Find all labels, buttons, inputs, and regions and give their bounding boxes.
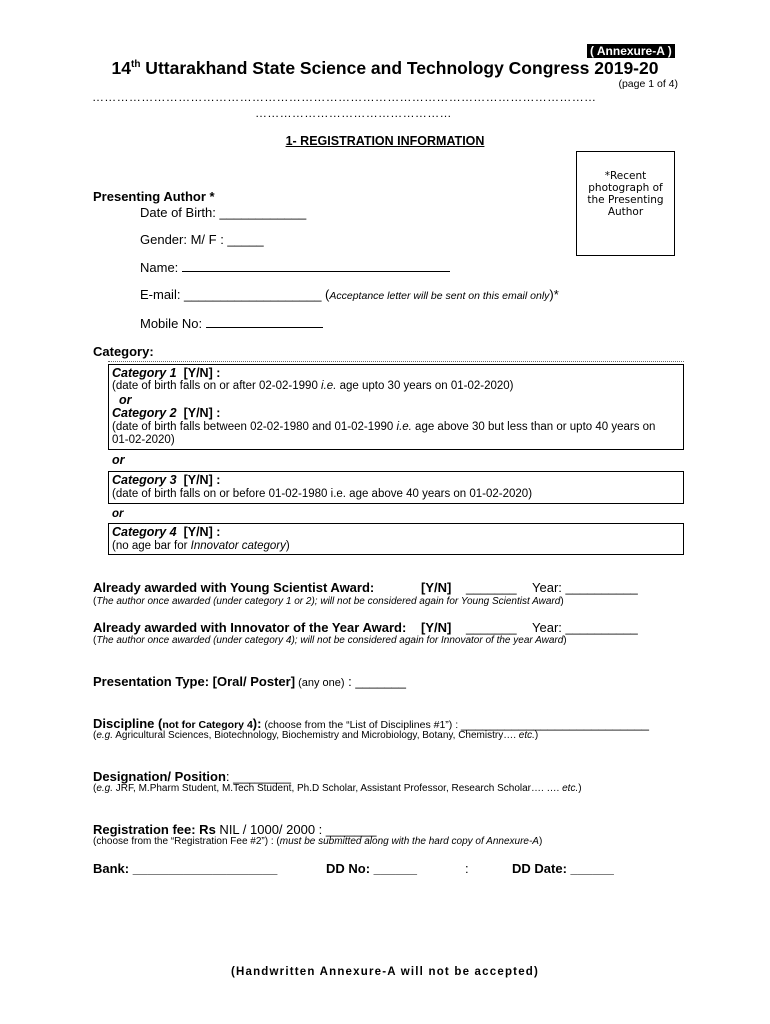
young-scientist-award-blank[interactable]: _______ [466,580,517,595]
young-scientist-award-label: Already awarded with Young Scientist Award: [93,580,375,595]
category-4-yn[interactable]: [Y/N] : [183,525,221,539]
category-2-desc-ie: i.e. [396,421,412,433]
category-3-label: Category 3 [112,473,177,487]
or-separator-2: or [112,453,125,467]
presentation-type-field[interactable] [93,674,406,689]
discipline-etc: etc. [518,730,535,741]
young-scientist-award-note [93,596,564,607]
dd-number-field[interactable]: DD No: ______ [326,861,418,876]
discipline-eg-text: Agricultural Sciences, Biotechnology, Biochemistry and Microbiology, Botany, Chemistry…. [113,730,519,741]
category-2-description-cont: 01-02-2020) [112,434,175,446]
registration-fee-label: Registration fee: Rs [93,822,216,837]
innovator-award-year[interactable]: Year: __________ [532,620,638,635]
iya-note-text: The author once awarded (under category 4); will not be considered again for Innovator of the year Award [96,635,564,646]
ysa-note-text: The author once awarded (under category 1 or 2); will not be considered again for Young Scientist Award [96,596,561,607]
name-blank[interactable] [182,260,450,272]
gender-field[interactable]: Gender: M/ F : _____ [140,232,264,247]
category-1-desc-ie: i.e. [321,380,337,392]
category-4-desc-b: ) [285,540,290,552]
discipline-choose: (choose from the “List of Disciplines #1”) : [261,719,462,731]
category-1-desc-b: age upto 30 years on 01-02-2020) [336,380,514,392]
presentation-any-one: (any one) [295,677,345,689]
mobile-blank[interactable] [206,319,323,328]
or-separator-3: or [112,508,124,520]
young-scientist-award-year[interactable]: Year: __________ [532,580,638,595]
annexure-label: ( Annexure-A ) [587,44,675,58]
presenting-author-heading: Presenting Author * [93,189,215,204]
discipline-eg-close: ) [534,730,539,741]
category-heading: Category: [93,344,154,359]
name-label: Name: [140,260,179,275]
innovator-award-blank[interactable]: _______ [466,620,517,635]
photograph-label: *Recent photograph of the Presenting Author [587,170,664,218]
photograph-box[interactable] [576,151,675,256]
innovator-award-yn[interactable]: [Y/N] [421,620,452,635]
presentation-type-label: Presentation Type: [Oral/ Poster] [93,674,296,689]
designation-eg-close: ) [578,783,582,794]
designation-blank[interactable]: : ________ [225,769,291,784]
innovator-award-label: Already awarded with Innovator of the Year Award: [93,620,407,635]
category-4-label: Category 4 [112,525,177,539]
category-2-label: Category 2 [112,406,177,420]
category-2-description [112,421,655,433]
category-3-description: (date of birth falls on or before 01-02-1980 i.e. age above 40 years on 01-02-2020) [112,488,533,500]
category-2-yn[interactable]: [Y/N] : [183,406,221,420]
page-title [0,58,770,79]
footer-note: (Handwritten Annexure-A will not be accepted) [230,966,540,978]
mobile-label: Mobile No: [140,316,203,331]
email-label: E-mail: ___________________ ( [140,287,330,302]
discipline-label-end: ): [252,716,262,731]
category-1-yn[interactable]: [Y/N] : [183,366,221,380]
designation-eg-text: JRF, M.Pharm Student, M.Tech Student, Ph.D Scholar, Assistant Professor, Research Scholar…. …. [113,783,563,794]
designation-label: Designation/ Position [93,769,226,784]
discipline-not-cat4: not for Category 4 [162,719,253,731]
designation-example [93,783,582,794]
category-1-row[interactable] [112,366,220,380]
registration-fee-field[interactable] [93,822,377,837]
section-title: 1- REGISTRATION INFORMATION [285,134,485,148]
category-4-desc-a: (no age bar for [112,540,191,552]
discipline-blank[interactable]: __________________________ [461,716,650,731]
designation-etc: etc. [562,783,579,794]
designation-field[interactable] [93,769,291,784]
category-2-row[interactable] [112,406,220,420]
young-scientist-award-yn[interactable]: [Y/N] [421,580,452,595]
iya-note-open: ( [93,635,97,646]
category-4-row[interactable] [112,525,220,539]
fee-must: must be submitted along with the hard copy of Annexure-A [279,836,539,847]
dotted-line-1: …………………………………………………………………………………………………………… [92,90,597,104]
ysa-note-close: ) [560,596,564,607]
category-3-row[interactable] [112,473,220,487]
dd-date-field[interactable]: DD Date: ______ [512,861,614,876]
innovator-award-note [93,635,567,646]
discipline-field[interactable] [93,716,649,731]
or-separator-1: or [119,393,132,407]
category-1-label: Category 1 [112,366,177,380]
email-field[interactable] [140,287,559,302]
category-4-description [112,540,290,552]
category-divider [108,361,684,362]
ysa-note-open: ( [93,596,97,607]
designation-eg-open: ( [93,783,97,794]
designation-eg-label: e.g. [96,783,114,794]
title-number: 14 [111,58,131,78]
discipline-eg-label: e.g. [96,730,114,741]
email-note: Acceptance letter will be sent on this email only [329,290,550,302]
title-text: Uttarakhand State Science and Technology Congress 2019-20 [140,58,659,78]
bank-field[interactable]: Bank: ____________________ [93,861,278,876]
iya-note-close: ) [563,635,567,646]
presentation-blank[interactable]: : _______ [344,674,407,689]
discipline-example [93,730,538,741]
dotted-line-2: ………………………………………… [255,106,452,120]
date-of-birth-field[interactable]: Date of Birth: ____________ [140,205,307,220]
mobile-field[interactable] [140,316,323,331]
fee-note-close: ) [538,836,543,847]
registration-fee-note [93,836,542,847]
title-superscript: th [130,59,141,71]
fee-choose: (choose from the “Registration Fee #2”) : ( [93,836,280,847]
page-number: (page 1 of 4) [618,78,678,90]
discipline-label: Discipline ( [93,716,163,731]
category-1-desc-a: (date of birth falls on or after 02-02-1990 [112,380,322,392]
category-2-desc-b: age above 30 but less than or upto 40 years on [411,421,656,433]
category-4-desc-i: Innovator category [190,540,286,552]
category-3-yn[interactable]: [Y/N] : [183,473,221,487]
category-1-description [112,380,514,392]
discipline-eg-open: ( [93,730,97,741]
registration-fee-options[interactable]: NIL / 1000/ 2000 : _______ [215,822,377,837]
category-2-desc-a: (date of birth falls between 02-02-1980 and 01-02-1990 [112,421,397,433]
email-end: )* [549,287,559,302]
name-field[interactable] [140,260,450,275]
payment-separator: : [465,861,469,876]
